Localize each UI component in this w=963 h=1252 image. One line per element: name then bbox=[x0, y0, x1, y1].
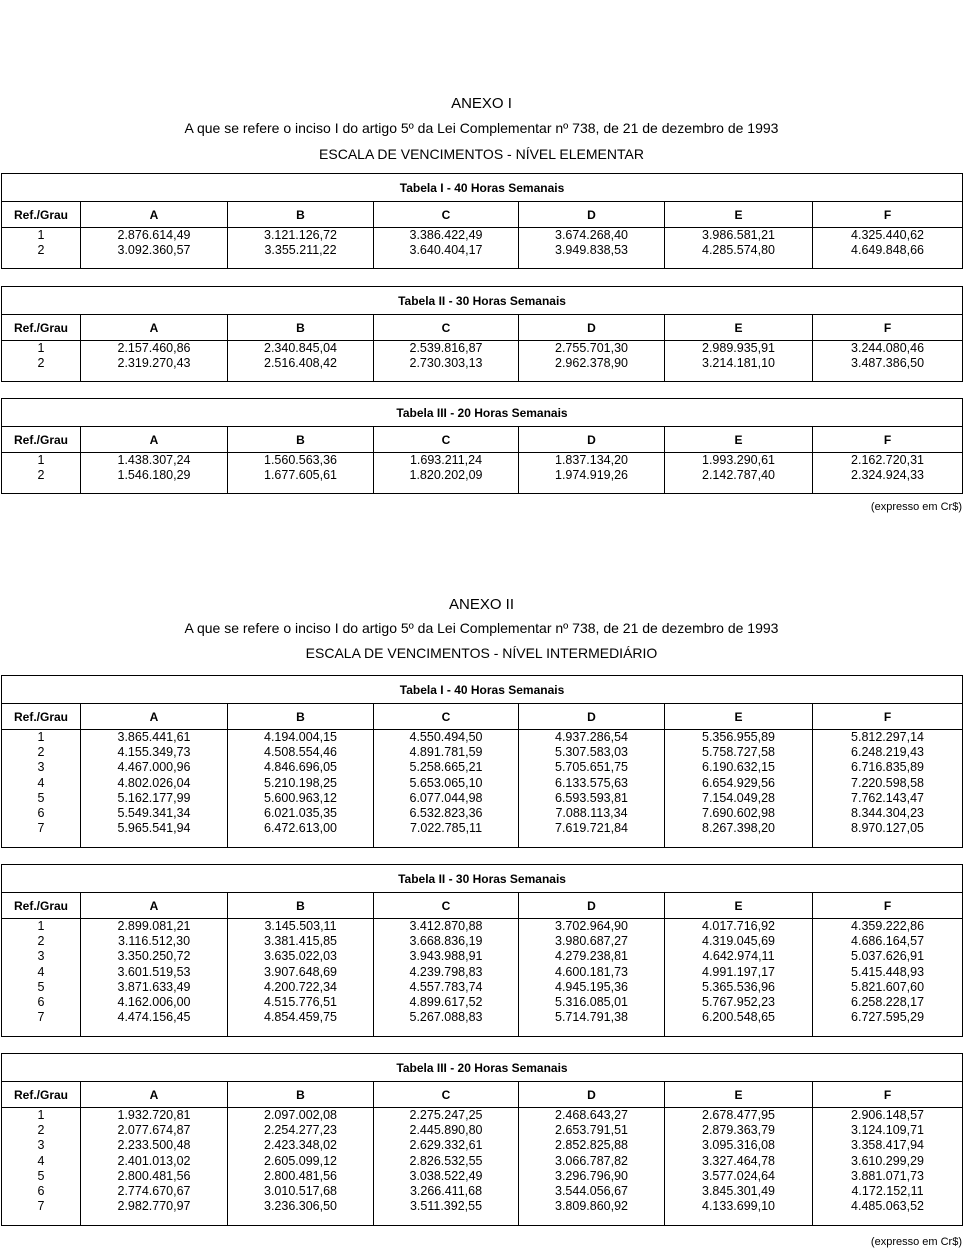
salary-value: 6.190.632,15 bbox=[702, 760, 775, 775]
salary-table bbox=[1, 398, 963, 494]
salary-value: 3.350.250,72 bbox=[117, 949, 191, 964]
column-header: E bbox=[665, 202, 813, 228]
salary-value: 2.982.770,97 bbox=[117, 1199, 191, 1214]
salary-value: 4.194.004,15 bbox=[264, 730, 337, 744]
salary-value: 1.438.307,24 bbox=[117, 453, 191, 467]
salary-value: 5.365.536,96 bbox=[702, 979, 775, 994]
salary-value: 2.445.890,80 bbox=[409, 1123, 483, 1138]
column-header: Ref./Grau bbox=[2, 315, 81, 341]
ref-grau-cell bbox=[2, 341, 81, 382]
column-header: Ref./Grau bbox=[2, 1082, 81, 1108]
salary-table bbox=[1, 675, 963, 848]
salary-value: 3.986.581,21 bbox=[702, 228, 775, 242]
salary-value: 5.267.088,83 bbox=[409, 1010, 483, 1025]
salary-value: 2.678.477,95 bbox=[702, 1108, 775, 1122]
salary-value: 2.962.378,90 bbox=[555, 356, 628, 371]
grade-number: 3 bbox=[37, 1138, 45, 1153]
table-title: Tabela III - 20 Horas Semanais bbox=[2, 399, 963, 427]
anexo1-title: ANEXO I bbox=[451, 95, 512, 112]
value-cell bbox=[665, 1108, 813, 1226]
grade-number: 7 bbox=[37, 821, 45, 836]
salary-value: 5.714.791,38 bbox=[555, 1010, 628, 1025]
column-header: D bbox=[519, 202, 665, 228]
salary-value: 3.640.404,17 bbox=[409, 243, 483, 258]
salary-value: 7.762.143,47 bbox=[851, 790, 925, 805]
grade-number: 1 bbox=[37, 453, 45, 467]
salary-value: 1.993.290,61 bbox=[702, 453, 775, 467]
column-header: A bbox=[81, 202, 228, 228]
column-header: A bbox=[81, 893, 228, 919]
value-cell bbox=[228, 919, 374, 1037]
salary-value: 2.876.614,49 bbox=[117, 228, 191, 242]
salary-value: 3.907.648,69 bbox=[264, 964, 337, 979]
salary-value: 5.653.065,10 bbox=[409, 775, 483, 790]
salary-value: 5.812.297,14 bbox=[851, 730, 925, 744]
ref-grau-cell bbox=[2, 1108, 81, 1226]
value-cell bbox=[228, 730, 374, 848]
salary-value: 4.133.699,10 bbox=[702, 1199, 775, 1214]
salary-value: 5.965.541,94 bbox=[117, 821, 191, 836]
value-cell bbox=[228, 228, 374, 269]
salary-value: 1.820.202,09 bbox=[409, 468, 483, 483]
salary-value: 5.258.665,21 bbox=[409, 760, 483, 775]
ref-grau-cell bbox=[2, 730, 81, 848]
salary-value: 6.727.595,29 bbox=[851, 1010, 925, 1025]
value-cell bbox=[665, 919, 813, 1037]
column-header: C bbox=[374, 202, 519, 228]
salary-value: 4.891.781,59 bbox=[409, 745, 483, 760]
salary-value: 3.296.796,90 bbox=[555, 1168, 628, 1183]
column-header: F bbox=[813, 704, 963, 730]
value-cell bbox=[665, 341, 813, 382]
salary-value: 4.600.181,73 bbox=[555, 964, 628, 979]
value-cell bbox=[81, 341, 228, 382]
salary-value: 3.092.360,57 bbox=[117, 243, 191, 258]
column-header: F bbox=[813, 427, 963, 453]
ref-grau-cell bbox=[2, 453, 81, 494]
column-header: D bbox=[519, 427, 665, 453]
column-header: D bbox=[519, 315, 665, 341]
salary-value: 1.693.211,24 bbox=[409, 453, 483, 467]
grade-number: 2 bbox=[37, 243, 45, 258]
salary-value: 6.716.835,89 bbox=[851, 760, 925, 775]
value-cell bbox=[519, 453, 665, 494]
anexo2-title: ANEXO II bbox=[448, 596, 515, 613]
salary-value: 4.359.222,86 bbox=[851, 919, 925, 933]
column-header: F bbox=[813, 893, 963, 919]
salary-value: 3.358.417,94 bbox=[851, 1138, 925, 1153]
column-header: A bbox=[81, 704, 228, 730]
salary-value: 7.022.785,11 bbox=[409, 821, 483, 836]
table-title: Tabela II - 30 Horas Semanais bbox=[2, 287, 963, 315]
grade-number: 1 bbox=[37, 730, 45, 744]
salary-value: 8.970.127,05 bbox=[851, 821, 925, 836]
salary-value: 5.162.177,99 bbox=[117, 790, 191, 805]
anexo1-subtitle: A que se refere o inciso I do artigo 5º da Lei Complementar nº 738, de 21 de dezembro de 1993 bbox=[184, 120, 779, 136]
salary-value: 7.220.598,58 bbox=[851, 775, 925, 790]
grade-number: 1 bbox=[37, 919, 45, 933]
salary-value: 4.802.026,04 bbox=[117, 775, 191, 790]
salary-value: 2.516.408,42 bbox=[264, 356, 337, 371]
salary-value: 7.619.721,84 bbox=[555, 821, 628, 836]
salary-table bbox=[1, 286, 963, 382]
column-header: A bbox=[81, 315, 228, 341]
salary-value: 3.116.512,30 bbox=[117, 934, 191, 949]
salary-value: 3.381.415,85 bbox=[264, 934, 337, 949]
salary-value: 3.095.316,08 bbox=[702, 1138, 775, 1153]
column-header: E bbox=[665, 704, 813, 730]
salary-value: 3.124.109,71 bbox=[851, 1123, 925, 1138]
column-header: F bbox=[813, 202, 963, 228]
salary-value: 4.854.459,75 bbox=[264, 1010, 337, 1025]
column-header: B bbox=[228, 704, 374, 730]
salary-value: 2.774.670,67 bbox=[117, 1184, 191, 1199]
column-header: D bbox=[519, 893, 665, 919]
salary-value: 3.635.022,03 bbox=[264, 949, 337, 964]
salary-value: 3.327.464,78 bbox=[702, 1153, 775, 1168]
salary-value: 3.244.080,46 bbox=[851, 341, 925, 355]
column-header: B bbox=[228, 202, 374, 228]
salary-value: 5.307.583,03 bbox=[555, 745, 628, 760]
value-cell bbox=[813, 919, 963, 1037]
table-title: Tabela II - 30 Horas Semanais bbox=[2, 865, 963, 893]
grade-number: 4 bbox=[37, 964, 45, 979]
salary-value: 3.881.071,73 bbox=[851, 1168, 925, 1183]
salary-value: 3.949.838,53 bbox=[555, 243, 628, 258]
value-cell bbox=[228, 453, 374, 494]
salary-value: 5.037.626,91 bbox=[851, 949, 925, 964]
salary-value: 3.809.860,92 bbox=[555, 1199, 628, 1214]
salary-value: 2.097.002,08 bbox=[264, 1108, 337, 1122]
salary-value: 1.837.134,20 bbox=[555, 453, 628, 467]
anexo1-unit-note: (expresso em Cr$) bbox=[870, 501, 962, 513]
salary-value: 3.214.181,10 bbox=[702, 356, 775, 371]
salary-value: 2.468.643,27 bbox=[555, 1108, 628, 1122]
salary-value: 6.258.228,17 bbox=[851, 995, 925, 1010]
value-cell bbox=[374, 453, 519, 494]
column-header: Ref./Grau bbox=[2, 893, 81, 919]
value-cell bbox=[519, 341, 665, 382]
column-header: F bbox=[813, 1082, 963, 1108]
table-body-row bbox=[2, 453, 963, 494]
salary-value: 4.474.156,45 bbox=[117, 1010, 191, 1025]
salary-value: 6.472.613,00 bbox=[264, 821, 337, 836]
value-cell bbox=[81, 730, 228, 848]
salary-value: 3.038.522,49 bbox=[409, 1168, 483, 1183]
salary-value: 4.467.000,96 bbox=[117, 760, 191, 775]
salary-value: 8.267.398,20 bbox=[702, 821, 775, 836]
value-cell bbox=[374, 919, 519, 1037]
column-header: C bbox=[374, 704, 519, 730]
salary-value: 2.605.099,12 bbox=[264, 1153, 337, 1168]
salary-value: 2.539.816,87 bbox=[409, 341, 483, 355]
column-header: D bbox=[519, 704, 665, 730]
salary-value: 1.560.563,36 bbox=[264, 453, 337, 467]
salary-table bbox=[1, 1053, 963, 1226]
grade-number: 1 bbox=[37, 1108, 45, 1122]
grade-number: 6 bbox=[37, 995, 45, 1010]
value-cell bbox=[813, 1108, 963, 1226]
salary-value: 6.593.593,81 bbox=[555, 790, 628, 805]
salary-value: 3.511.392,55 bbox=[409, 1199, 483, 1214]
salary-value: 2.800.481,56 bbox=[117, 1168, 191, 1183]
column-header: B bbox=[228, 315, 374, 341]
salary-value: 3.066.787,82 bbox=[555, 1153, 628, 1168]
salary-value: 2.340.845,04 bbox=[264, 341, 337, 355]
salary-value: 4.017.716,92 bbox=[702, 919, 775, 933]
salary-value: 4.515.776,51 bbox=[264, 995, 337, 1010]
salary-value: 2.319.270,43 bbox=[117, 356, 191, 371]
salary-value: 3.601.519,53 bbox=[117, 964, 191, 979]
grade-number: 4 bbox=[37, 775, 45, 790]
value-cell bbox=[228, 1108, 374, 1226]
salary-value: 2.401.013,02 bbox=[117, 1153, 191, 1168]
salary-value: 2.852.825,88 bbox=[555, 1138, 628, 1153]
grade-number: 4 bbox=[37, 1153, 45, 1168]
value-cell bbox=[81, 919, 228, 1037]
salary-value: 3.871.633,49 bbox=[117, 979, 191, 994]
value-cell bbox=[519, 228, 665, 269]
grade-number: 2 bbox=[37, 745, 45, 760]
grade-number: 5 bbox=[37, 1168, 45, 1183]
table-body-row bbox=[2, 228, 963, 269]
salary-value: 4.239.798,83 bbox=[409, 964, 483, 979]
salary-value: 6.077.044,98 bbox=[409, 790, 483, 805]
salary-value: 4.172.152,11 bbox=[851, 1184, 924, 1199]
grade-number: 6 bbox=[37, 806, 45, 821]
anexo2-unit-note: (expresso em Cr$) bbox=[870, 1236, 962, 1248]
salary-value: 3.845.301,49 bbox=[702, 1184, 775, 1199]
grade-number: 7 bbox=[37, 1199, 45, 1214]
grade-number: 2 bbox=[37, 1123, 45, 1138]
salary-value: 3.412.870,88 bbox=[409, 919, 483, 933]
salary-value: 3.702.964,90 bbox=[555, 919, 628, 933]
column-header: D bbox=[519, 1082, 665, 1108]
value-cell bbox=[813, 228, 963, 269]
salary-value: 2.324.924,33 bbox=[851, 468, 925, 483]
value-cell bbox=[519, 730, 665, 848]
value-cell bbox=[813, 730, 963, 848]
salary-value: 2.899.081,21 bbox=[117, 919, 191, 933]
salary-value: 3.145.503,11 bbox=[264, 919, 337, 933]
value-cell bbox=[665, 453, 813, 494]
value-cell bbox=[228, 341, 374, 382]
column-header: B bbox=[228, 427, 374, 453]
salary-value: 4.550.494,50 bbox=[409, 730, 483, 744]
salary-value: 2.254.277,23 bbox=[264, 1123, 337, 1138]
table-body-row bbox=[2, 341, 963, 382]
salary-value: 4.991.197,17 bbox=[702, 964, 775, 979]
grade-number: 2 bbox=[37, 468, 45, 483]
salary-value: 2.162.720,31 bbox=[851, 453, 925, 467]
column-header: Ref./Grau bbox=[2, 427, 81, 453]
column-header: Ref./Grau bbox=[2, 704, 81, 730]
column-header: B bbox=[228, 1082, 374, 1108]
salary-value: 2.755.701,30 bbox=[555, 341, 628, 355]
salary-value: 2.879.363,79 bbox=[702, 1123, 775, 1138]
salary-value: 4.319.045,69 bbox=[702, 934, 775, 949]
salary-value: 3.577.024,64 bbox=[702, 1168, 775, 1183]
salary-value: 4.686.164,57 bbox=[851, 934, 925, 949]
salary-value: 5.549.341,34 bbox=[117, 806, 191, 821]
ref-grau-cell bbox=[2, 919, 81, 1037]
salary-value: 4.649.848,66 bbox=[851, 243, 925, 258]
salary-value: 4.937.286,54 bbox=[555, 730, 628, 744]
salary-value: 6.248.219,43 bbox=[851, 745, 925, 760]
salary-value: 5.705.651,75 bbox=[555, 760, 628, 775]
column-header: A bbox=[81, 427, 228, 453]
salary-value: 3.236.306,50 bbox=[264, 1199, 337, 1214]
value-cell bbox=[374, 730, 519, 848]
salary-value: 3.386.422,49 bbox=[409, 228, 483, 242]
salary-value: 3.010.517,68 bbox=[264, 1184, 337, 1199]
value-cell bbox=[665, 730, 813, 848]
value-cell bbox=[374, 341, 519, 382]
salary-value: 3.121.126,72 bbox=[264, 228, 337, 242]
salary-value: 3.668.836,19 bbox=[409, 934, 483, 949]
value-cell bbox=[81, 228, 228, 269]
salary-value: 4.846.696,05 bbox=[264, 760, 337, 775]
column-header: Ref./Grau bbox=[2, 202, 81, 228]
salary-value: 8.344.304,23 bbox=[851, 806, 925, 821]
salary-value: 7.088.113,34 bbox=[555, 806, 628, 821]
salary-value: 3.487.386,50 bbox=[851, 356, 925, 371]
column-header: E bbox=[665, 427, 813, 453]
grade-number: 7 bbox=[37, 1010, 45, 1025]
table-title: Tabela I - 40 Horas Semanais bbox=[2, 676, 963, 704]
table-body-row bbox=[2, 1108, 963, 1226]
salary-table bbox=[1, 173, 963, 269]
salary-value: 2.423.348,02 bbox=[264, 1138, 337, 1153]
salary-value: 3.610.299,29 bbox=[851, 1153, 925, 1168]
grade-number: 6 bbox=[37, 1184, 45, 1199]
ref-grau-cell bbox=[2, 228, 81, 269]
salary-value: 5.758.727,58 bbox=[702, 745, 775, 760]
salary-value: 6.133.575,63 bbox=[555, 775, 628, 790]
salary-value: 5.356.955,89 bbox=[702, 730, 775, 744]
column-header: C bbox=[374, 427, 519, 453]
anexo2-subtitle: A que se refere o inciso I do artigo 5º da Lei Complementar nº 738, de 21 de dezembro de 1993 bbox=[184, 620, 779, 636]
salary-value: 4.200.722,34 bbox=[264, 979, 337, 994]
salary-value: 4.557.783,74 bbox=[409, 979, 483, 994]
salary-value: 2.989.935,91 bbox=[702, 341, 775, 355]
salary-value: 2.800.481,56 bbox=[264, 1168, 337, 1183]
salary-value: 2.142.787,40 bbox=[702, 468, 775, 483]
salary-value: 3.865.441,61 bbox=[117, 730, 191, 744]
grade-number: 5 bbox=[37, 790, 45, 805]
grade-number: 3 bbox=[37, 760, 45, 775]
table-body-row bbox=[2, 919, 963, 1037]
value-cell bbox=[81, 1108, 228, 1226]
value-cell bbox=[665, 228, 813, 269]
salary-value: 1.932.720,81 bbox=[117, 1108, 191, 1122]
salary-value: 4.899.617,52 bbox=[409, 995, 483, 1010]
salary-value: 4.162.006,00 bbox=[117, 995, 191, 1010]
column-header: F bbox=[813, 315, 963, 341]
salary-value: 3.943.988,91 bbox=[409, 949, 483, 964]
grade-number: 1 bbox=[37, 228, 45, 242]
column-header: C bbox=[374, 315, 519, 341]
salary-value: 4.155.349,73 bbox=[117, 745, 191, 760]
value-cell bbox=[81, 453, 228, 494]
salary-value: 4.285.574,80 bbox=[702, 243, 775, 258]
grade-number: 2 bbox=[37, 934, 45, 949]
column-header: C bbox=[374, 893, 519, 919]
value-cell bbox=[519, 1108, 665, 1226]
salary-value: 2.275.247,25 bbox=[409, 1108, 483, 1122]
salary-value: 4.508.554,46 bbox=[264, 745, 337, 760]
salary-value: 5.316.085,01 bbox=[555, 995, 628, 1010]
salary-value: 4.945.195,36 bbox=[555, 979, 628, 994]
salary-value: 2.653.791,51 bbox=[555, 1123, 628, 1138]
salary-value: 7.690.602,98 bbox=[702, 806, 775, 821]
salary-value: 6.654.929,56 bbox=[702, 775, 775, 790]
salary-value: 4.325.440,62 bbox=[851, 228, 925, 242]
column-header: E bbox=[665, 315, 813, 341]
salary-value: 2.906.148,57 bbox=[851, 1108, 925, 1122]
salary-value: 5.767.952,23 bbox=[702, 995, 775, 1010]
value-cell bbox=[813, 341, 963, 382]
table-title: Tabela I - 40 Horas Semanais bbox=[2, 174, 963, 202]
column-header: A bbox=[81, 1082, 228, 1108]
salary-value: 5.821.607,60 bbox=[851, 979, 925, 994]
value-cell bbox=[519, 919, 665, 1037]
salary-value: 3.355.211,22 bbox=[264, 243, 337, 258]
salary-value: 3.674.268,40 bbox=[555, 228, 628, 242]
salary-value: 2.826.532,55 bbox=[409, 1153, 483, 1168]
table-title: Tabela III - 20 Horas Semanais bbox=[2, 1054, 963, 1082]
salary-value: 3.980.687,27 bbox=[555, 934, 628, 949]
salary-value: 6.532.823,36 bbox=[409, 806, 483, 821]
anexo2-scale: ESCALA DE VENCIMENTOS - NÍVEL INTERMEDIÁRIO bbox=[305, 645, 658, 661]
salary-value: 2.077.674,87 bbox=[117, 1123, 191, 1138]
salary-table bbox=[1, 864, 963, 1037]
table-body-row bbox=[2, 730, 963, 848]
salary-value: 2.233.500,48 bbox=[117, 1138, 191, 1153]
grade-number: 5 bbox=[37, 979, 45, 994]
salary-value: 5.415.448,93 bbox=[851, 964, 925, 979]
salary-value: 7.154.049,28 bbox=[702, 790, 775, 805]
anexo1-scale: ESCALA DE VENCIMENTOS - NÍVEL ELEMENTAR bbox=[319, 146, 644, 162]
salary-value: 2.730.303,13 bbox=[409, 356, 483, 371]
value-cell bbox=[374, 1108, 519, 1226]
column-header: E bbox=[665, 893, 813, 919]
salary-value: 1.974.919,26 bbox=[555, 468, 628, 483]
salary-value: 4.642.974,11 bbox=[702, 949, 775, 964]
grade-number: 2 bbox=[37, 356, 45, 371]
salary-value: 4.485.063,52 bbox=[851, 1199, 925, 1214]
value-cell bbox=[374, 228, 519, 269]
salary-value: 5.210.198,25 bbox=[264, 775, 337, 790]
column-header: C bbox=[374, 1082, 519, 1108]
grade-number: 1 bbox=[37, 341, 45, 355]
salary-value: 3.544.056,67 bbox=[555, 1184, 628, 1199]
salary-value: 1.546.180,29 bbox=[117, 468, 191, 483]
salary-value: 3.266.411,68 bbox=[409, 1184, 483, 1199]
column-header: E bbox=[665, 1082, 813, 1108]
salary-value: 1.677.605,61 bbox=[264, 468, 337, 483]
value-cell bbox=[813, 453, 963, 494]
salary-value: 4.279.238,81 bbox=[555, 949, 628, 964]
column-header: B bbox=[228, 893, 374, 919]
salary-value: 6.200.548,65 bbox=[702, 1010, 775, 1025]
salary-value: 2.629.332,61 bbox=[409, 1138, 483, 1153]
salary-value: 2.157.460,86 bbox=[117, 341, 191, 355]
salary-value: 5.600.963,12 bbox=[264, 790, 337, 805]
grade-number: 3 bbox=[37, 949, 45, 964]
salary-value: 6.021.035,35 bbox=[264, 806, 337, 821]
